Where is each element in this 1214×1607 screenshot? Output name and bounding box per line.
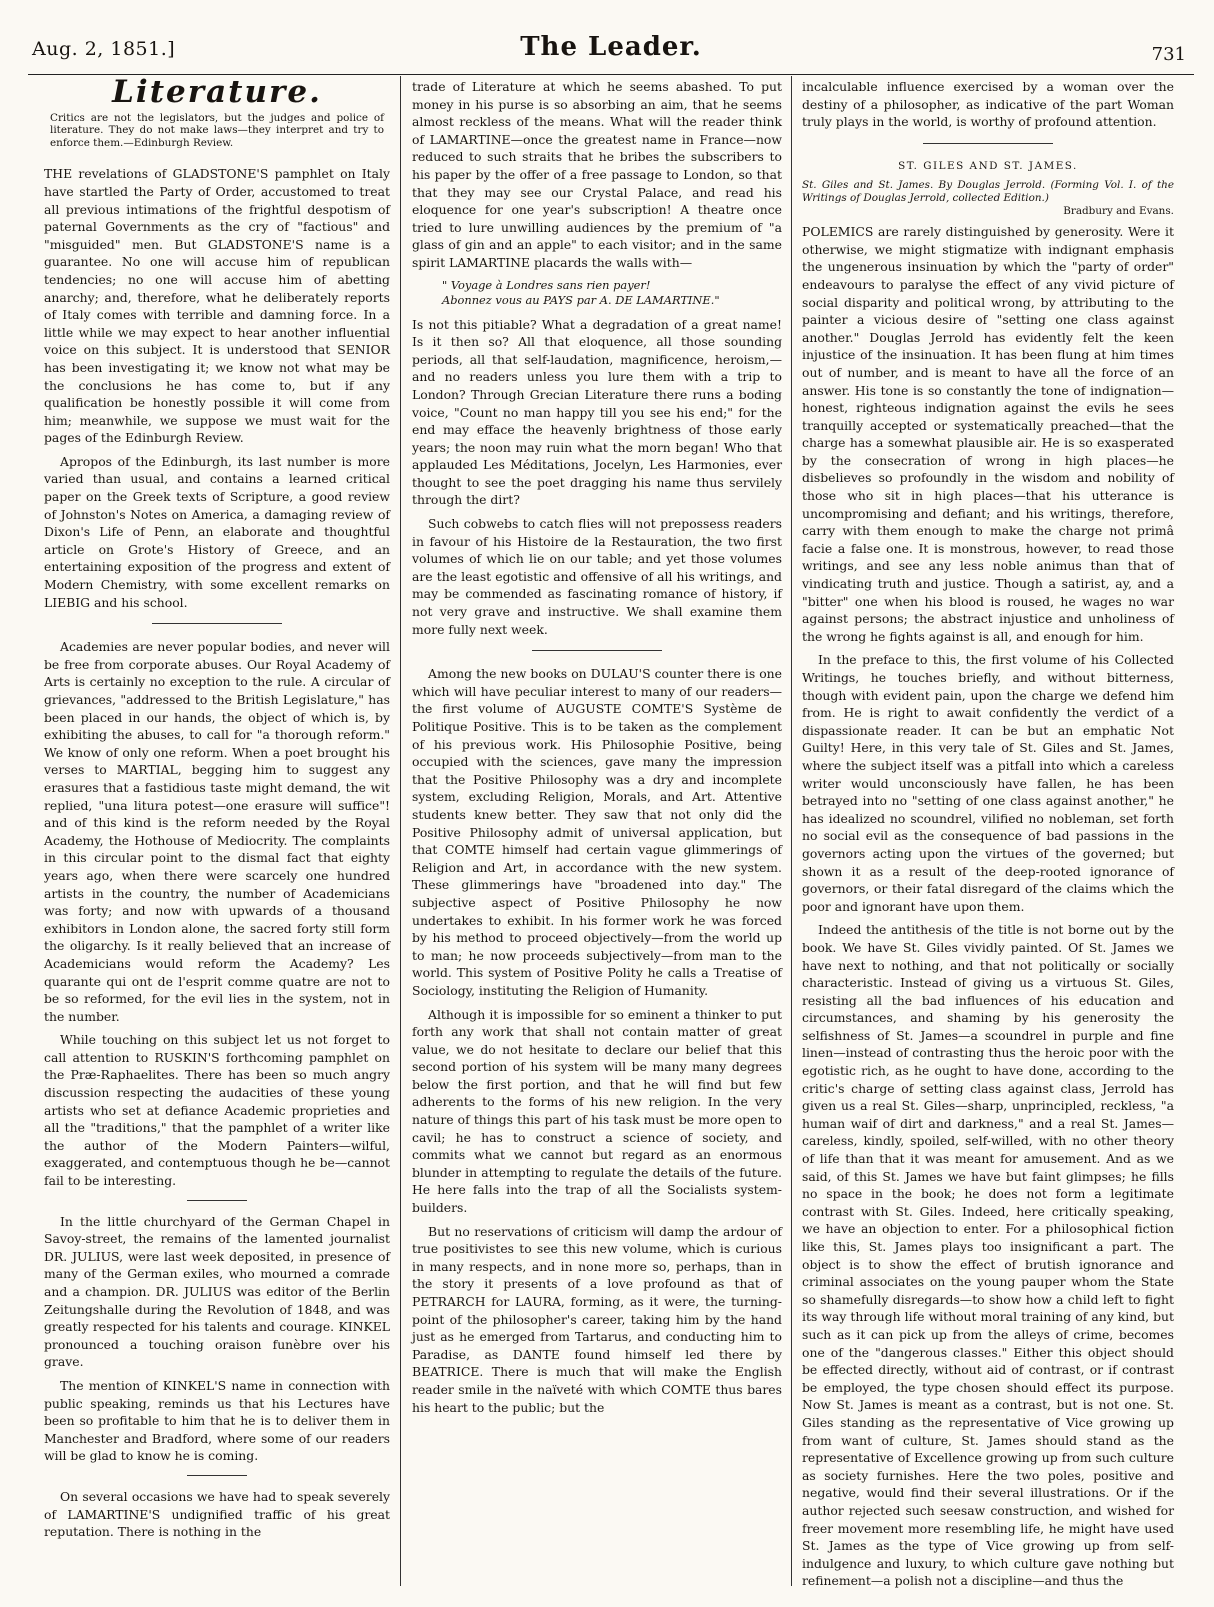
- separator-rule: [532, 650, 662, 651]
- column-1: [44, 74, 390, 1578]
- article-paragraph: While touching on this subject let us not forget to call attention to RUSKIN'S forthcoming pamphlet on the Præ-Raphaelites. There has been so much angry discussion respecting the audacities of these young artists who set at defiance Academic proprieties and all the "traditions," that the pamphlet of a writer like the author of the Modern Painters—wilful, exaggerated, and contemptuous though he be—cannot fail to be interesting.: [44, 1032, 390, 1189]
- article-paragraph: The mention of KINKEL'S name in connection with public speaking, reminds us that his Lectures have been so profitable to him that he is to deliver them in Manchester and Bradford, where some of our readers will be glad to know he is coming.: [44, 1377, 390, 1464]
- quote-line: " Voyage à Londres sans rien payer!: [442, 277, 651, 292]
- page-header: [28, 30, 1194, 74]
- separator-rule: [923, 143, 1053, 144]
- article-paragraph: Although it is impossible for so eminent a thinker to put forth any work that shall not contain matter of great value, we do not hesitate to declare our belief that this second portion of his system will be many many degrees below the first portion, and that he will find but few adherents to the forms of his new religion. In the very nature of things this part of his task must be more open to cavil; he has to construct a science of society, and commits what we cannot but regard as an enormous blunder in attempting to regulate the details of the future. He here falls into the trap of all the Socialists system-builders.: [412, 1006, 782, 1216]
- separator-rule: [187, 1475, 247, 1476]
- issue-date: Aug. 2, 1851.]: [32, 38, 176, 60]
- article-paragraph: incalculable influence exercised by a woman over the destiny of a philosopher, as indicative of the part Woman truly plays in the world, is worthy of profound attention.: [802, 79, 1174, 130]
- article-paragraph: In the preface to this, the first volume of his Collected Writings, he touches briefly, and without bitterness, though with evident pain, upon the charge we defend him from. He is right to await confidently the verdict of a dispassionate reader. It can be but an emphatic Not Guilty! Here, in this very tale of St. Giles and St. James, where the subject itself was a pitfall into which a careless writer would unconsciously have fallen, he has been betrayed into no "setting of one class against another," he has idealized no scoundrel, vilified no nobleman, set forth no social evil as the consequence of bad passions in the governors acting upon the virtues of the governed; but shown it as a result of the deep-rooted ignorance of governors, or their fatal disregard of the claims which the poor and ignorant have upon them.: [802, 652, 1174, 914]
- article-paragraph: On several occasions we have had to speak severely of LAMARTINE'S undignified traffic of his great reputation. There is nothing in the: [44, 1488, 390, 1540]
- separator-rule: [187, 1200, 247, 1201]
- review-heading: ST. GILES AND ST. JAMES.: [898, 159, 1078, 172]
- article-paragraph: Among the new books on DULAU'S counter there is one which will have peculiar interest to many of our readers—the first volume of AUGUSTE COMTE'S Système de Politique Positive. This is to be taken as the complement of his previous work. His Philosophie Positive, being occupied with the sciences, gave many the impression that the Positive Philosophy was a dry and incomplete system, excluding Religion, Morals, and Art. Attentive students knew better. They saw that not only did the Positive Philosophy admit of universal application, but that COMTE himself had certain vague glimmerings of Religion and Art, in accordance with the new system. These glimmerings have "broadened into day." The subjective aspect of Positive Philosophy he now undertakes to exhibit. In his former work he was forced by his method to proceed objectively—from the world up to man; he now proceeds subjectively—from man to the world. This system of Positive Polity he calls a Treatise of Sociology, instituting the Religion of Humanity.: [412, 666, 782, 998]
- article-paragraph: POLEMICS are rarely distinguished by generosity. Were it otherwise, we might stigmatize with indignant emphasis the ungenerous insinuation by which the "party of order" endeavours to paralyse the effect of any vivid picture of social disparity and political wrong, by attributing to the painter a vicious desire of "setting one class against another." Douglas Jerrold has evidently felt the keen injustice of the insinuation. It has been flung at him times out of number, and is meant to have all the force of an answer. His tone is so constantly the tone of indignation—honest, righteous indignation against the evils he sees tranquilly accepted or systematically preached—that the charge has a somewhat plausible air. He is so exasperated by the consecration of wrong in high places—he disbelieves so profoundly in the wisdom and nobility of those who sit in high places—that his utterance is uncompromising and defiant; and his writings, therefore, carry with them enough to make the charge not primâ facie a false one. It is monstrous, however, to read those writings, and see any less noble animus than that of vindicating truth and justice. Though a satirist, ay, and a "bitter" one when his blood is roused, he wages no war against persons; the abstract injustice and unholiness of the wrong he fights against is all, and enough for him.: [802, 224, 1174, 644]
- article-paragraph: Is not this pitiable? What a degradation of a great name! Is it then so? All that eloquence, all those sounding periods, all that self-laudation, magnificence, heroism,—and no readers unless you lure them with a trip to London? Through Grecian Literature there runs a boding voice, "Count no man happy till you see his end;" for the end may efface the heavenly brightness of those early years; the noon may ruin what the morn began! Who that applauded Les Méditations, Jocelyn, Les Harmonies, ever thought to see the poet dragging his name thus servilely through the dirt?: [412, 316, 782, 508]
- article-paragraph: In the little churchyard of the German Chapel in Savoy-street, the remains of the lamented journalist DR. JULIUS, were last week deposited, in presence of many of the German exiles, who mourned a comrade and a champion. DR. JULIUS was editor of the Berlin Zeitungshalle during the Revolution of 1848, and was greatly respected for his talents and courage. KINKEL pronounced a touching oraison funèbre over his grave.: [44, 1213, 390, 1370]
- column-divider: [400, 76, 401, 1586]
- column-3: [802, 78, 1174, 1589]
- quoted-placard: [412, 278, 782, 308]
- article-paragraph: Such cobwebs to catch flies will not prepossess readers in favour of his Histoire de la Restauration, the two first volumes of which lie on our table; and yet those volumes are the least egotistic and offensive of all his writings, and may be commended as fascinating romance of history, if not very grave and instructive. We shall examine them more fully next week.: [412, 516, 782, 637]
- section-motto: Critics are not the legislators, but the judges and police of literature. They do not make laws—they interpret and try to enforce them.—Edinburgh Review.: [50, 111, 384, 149]
- column-2: [412, 78, 782, 1578]
- masthead-title: The Leader.: [520, 32, 702, 62]
- article-paragraph: Indeed the antithesis of the title is not borne out by the book. We have St. Giles vividly painted. Of St. James we have next to nothing, and that not politically or socially characteristic. Instead of giving us a virtuous St. Giles, resisting all the bad influences of his education and circumstances, and shaming by his generosity the selfishness of St. James—a scoundrel in purple and fine linen—instead of contrasting thus the heroic poor with the egotistic rich, as he ought to have done, according to the critic's charge of setting class against class, Jerrold has given us a real St. Giles—sharp, unprincipled, reckless, "a human waif of dirt and darkness," and a real St. James—careless, kindly, spoiled, self-willed, with no other theory of life than that it was meant for amusement. And as we said, of this St. James we have but faint glimpses; he fills no space in the book; he does not form a legitimate contrast with St. Giles. Indeed, here critically speaking, we have an objection to enter. For a philosophical fiction like this, St. James plays too insignificant a part. The object is to show the effect of brutish ignorance and criminal associates on the young pauper whom the State so shamefully disregards—to show how a child left to fight its way through life without moral training of any kind, but such as it can pick up from the alleys of crime, becomes one of the "dangerous classes." Either this object should be effected directly, without aid of contrast, or if contrast be employed, the type chosen should effect its purpose. Now St. James is meant as a contrast, but is not one. St. Giles standing as the representative of Vice growing up from want of culture, St. James should stand as the representative of Excellence growing up from such culture as society furnishes. Here the two poles, positive and negative, would find their several illustrations. Or if the author rejected such seesaw construction, and wished for freer movement more resembling life, he might have used St. James as the type of Vice growing up from self-indulgence and luxury, to which culture gave nothing but refinement—a polish not a discipline—and thus the: [802, 922, 1174, 1589]
- article-paragraph: THE revelations of GLADSTONE'S pamphlet on Italy have startled the Party of Order, accustomed to treat all previous intimations of the frightful despotism of paternal Governments as the cry of "factious" and "misguided" men. But GLADSTONE'S name is a guarantee. No one will accuse him of republican tendencies; no one will accuse him of abetting anarchy; and, therefore, what he deliberately reports of Italy comes with terrible and damning force. In a little while we may expect to hear another influential voice on this subject. It is understood that SENIOR has been investigating it; we know not what may be the conclusions he has come to, but if any qualification be honestly possible it will come from him; meanwhile, we suppose we must wait for the pages of the Edinburgh Review.: [44, 166, 390, 446]
- quote-line: Abonnez vous au PAYS par A. DE LAMARTINE.": [442, 292, 720, 307]
- article-paragraph: Apropos of the Edinburgh, its last number is more varied than usual, and contains a learned critical paper on the Greek texts of Scripture, a good review of Johnston's Notes on America, a damaging review of Dixon's Life of Penn, an elaborate and thoughtful article on Grote's History of Greece, and an entertaining exposition of the progress and extent of Modern Chemistry, with some excellent remarks on LIEBIG and his school.: [44, 453, 390, 610]
- article-paragraph: trade of Literature at which he seems abashed. To put money in his purse is so absorbing an aim, that he seems almost reckless of the means. What will the reader think of LAMARTINE—once the greatest name in France—now reduced to such straits that he bribes the subscribers to his paper by the offer of a free passage to London, so that that they may see our Crystal Palace, and read his eloquence for one year's subscription! A theatre once tried to lure unwilling audiences by the premium of "a glass of gin and an apple" to each visitor; and in the same spirit LAMARTINE placards the walls with—: [412, 79, 782, 270]
- review-reference: [802, 179, 1174, 217]
- section-title: Literature.: [112, 74, 322, 110]
- publisher: Bradbury and Evans.: [1063, 204, 1174, 217]
- book-reference: St. Giles and St. James. By Douglas Jerrold. (Forming Vol. I. of the Writings of Douglas Jerrold, collected Edition.): [802, 179, 1174, 204]
- article-paragraph: But no reservations of criticism will damp the ardour of true positivistes to see this new volume, which is curious in many respects, and in none more so, perhaps, than in the story it presents of a love profound as that of PETRARCH for LAURA, forming, as it were, the turning-point of the philosopher's career, taking him by the hand just as he emerged from Tartarus, and conducting him to Paradise, as DANTE found himself led there by BEATRICE. There is much that will make the English reader smile in the naïveté with which COMTE thus bares his heart to the public; but the: [412, 1223, 782, 1415]
- page-number: 731: [1151, 44, 1186, 65]
- separator-rule: [152, 623, 282, 624]
- column-divider: [791, 76, 792, 1586]
- article-paragraph: Academies are never popular bodies, and never will be free from corporate abuses. Our Royal Academy of Arts is certainly no exception to the rule. A circular of grievances, "addressed to the British Legislature," has been placed in our hands, the object of which is, by exhibiting the abuses, to call for "a thorough reform." We know of only one reform. When a poet brought his verses to MARTIAL, begging him to suggest any erasures that a fastidious taste might demand, the wit replied, "una litura potest—one erasure will suffice"! and of this kind is the reform needed by the Royal Academy, the Hothouse of Mediocrity. The complaints in this circular point to the dismal fact that eighty years ago, when there were scarcely one hundred artists in the country, the number of Academicians was forty; and now with upwards of a thousand exhibitors in London alone, the sacred forty still form the oligarchy. Is it really believed that an increase of Academicians would reform the Academy? Les quarante qui ont de l'esprit comme quatre are not to be so reformed, for the evil lies in the system, not in the number.: [44, 639, 390, 1024]
